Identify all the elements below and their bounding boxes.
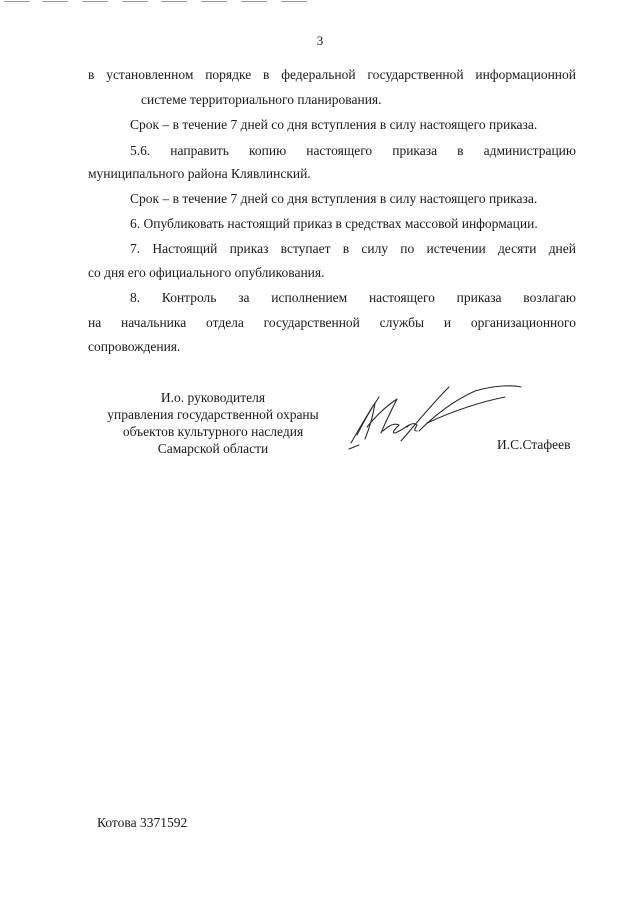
paragraph-line: муниципального района Клявлинский. <box>88 166 311 181</box>
paragraph-item-6: 6. Опубликовать настоящий приказ в средствах массовой информации. <box>130 216 538 231</box>
page-number: 3 <box>316 33 324 48</box>
paragraph-deadline: Срок – в течение 7 дней со дня вступления в силу настоящего приказа. <box>130 191 538 206</box>
paragraph-line: сопровождения. <box>88 339 181 354</box>
signatory-position-line: Самарской области <box>157 441 269 456</box>
paragraph-line: в установленном порядке в федеральной государственной информационной <box>88 67 576 82</box>
paragraph-line: со дня его официального опубликования. <box>88 265 325 280</box>
signatory-position-line: И.о. руководителя <box>160 390 266 405</box>
paragraph-line: на начальника отдела государственной службы и организационного <box>88 315 576 330</box>
scan-header-marks <box>0 0 320 4</box>
signer-name: И.С.Стафеев <box>497 437 571 452</box>
paragraph-line: 5.6. направить копию настоящего приказа в администрацию <box>130 143 576 158</box>
paragraph-line: 8. Контроль за исполнением настоящего приказа возлагаю <box>130 290 576 305</box>
signatory-position <box>88 389 338 457</box>
paragraph-line: 7. Настоящий приказ вступает в силу по истечении десяти дней <box>130 241 576 256</box>
executor-contact: Котова 3371592 <box>97 815 188 830</box>
paragraph-deadline: Срок – в течение 7 дней со дня вступления в силу настоящего приказа. <box>130 117 538 132</box>
paragraph-line: системе территориального планирования. <box>141 92 382 107</box>
signatory-position-line: управления государственной охраны <box>107 407 319 422</box>
signatory-position-line: объектов культурного наследия <box>122 424 304 439</box>
